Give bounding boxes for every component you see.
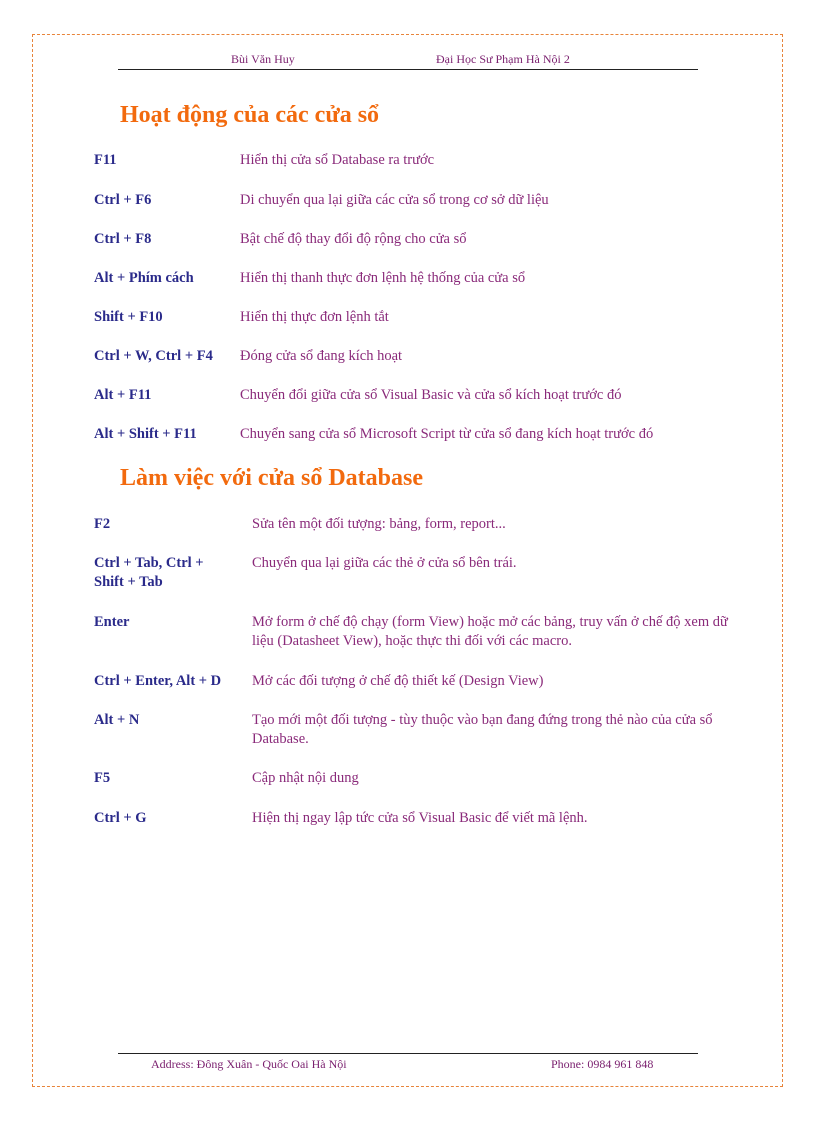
shortcut-key: Ctrl + W, Ctrl + F4 [94,348,213,364]
shortcut-description: Chuyển đổi giữa cửa sổ Visual Basic và cửa sổ kích hoạt trước đó [240,387,622,403]
header-author: Bùi Văn Huy [231,52,295,66]
footer-address: Address: Đông Xuân - Quốc Oai Hà Nội [151,1057,347,1071]
shortcut-key: Ctrl + G [94,810,147,826]
shortcut-description: Chuyển sang cửa sổ Microsoft Script từ cửa sổ đang kích hoạt trước đó [240,426,654,442]
shortcut-key: F2 [94,516,111,532]
shortcut-description: Hiển thị thanh thực đơn lệnh hệ thống của cửa sổ [240,270,526,286]
shortcut-description: Sửa tên một đối tượng: bảng, form, report... [252,516,506,532]
shortcut-key: Enter [94,614,130,630]
header-school: Đại Học Sư Phạm Hà Nội 2 [436,52,570,66]
section-title-window-operations: Hoạt động của các cửa sổ [120,102,380,128]
shortcut-description: Hiển thị cửa sổ Database ra trước [240,152,435,168]
shortcut-key: F5 [94,770,111,786]
shortcut-key: Ctrl + Enter, Alt + D [94,673,222,689]
shortcut-description: Hiện thị ngay lập tức cửa sổ Visual Basic để viết mã lệnh. [252,810,588,826]
shortcut-description: Mở form ở chế độ chạy (form View) hoặc mở các bảng, truy vấn ở chế độ xem dữ liệu (Datasheet View), hoặc thực thi đối với các macro. [252,614,728,649]
shortcut-description: Chuyển qua lại giữa các thẻ ở cửa sổ bên trái. [252,555,517,571]
shortcut-key: Ctrl + Tab, Ctrl + Shift + Tab [94,555,204,590]
page-header [118,52,698,70]
shortcut-key: Ctrl + F6 [94,192,152,208]
footer-phone: Phone: 0984 961 848 [551,1057,654,1071]
shortcut-key: Alt + F11 [94,387,152,403]
shortcut-key: Alt + Phím cách [94,270,194,286]
shortcut-key: Shift + F10 [94,309,163,325]
shortcut-description: Hiển thị thực đơn lệnh tắt [240,309,389,325]
shortcut-description: Cập nhật nội dung [252,770,359,786]
shortcut-description: Di chuyển qua lại giữa các cửa sổ trong cơ sở dữ liệu [240,192,549,208]
shortcut-key: Alt + Shift + F11 [94,426,197,442]
shortcut-description: Bật chế độ thay đổi độ rộng cho cửa sổ [240,231,467,247]
footer-divider [118,1053,698,1054]
shortcut-description: Đóng cửa sổ đang kích hoạt [240,348,403,364]
shortcut-key: Ctrl + F8 [94,231,152,247]
section-title-database-window: Làm việc với cửa sổ Database [120,465,423,491]
shortcut-description: Mở các đối tượng ở chế độ thiết kế (Design View) [252,673,544,689]
shortcut-key: Alt + N [94,712,140,728]
shortcut-description: Tạo mới một đối tượng - tùy thuộc vào bạn đang đứng trong thẻ nào của cửa sổ Database. [252,712,713,747]
shortcut-key: F11 [94,152,117,168]
